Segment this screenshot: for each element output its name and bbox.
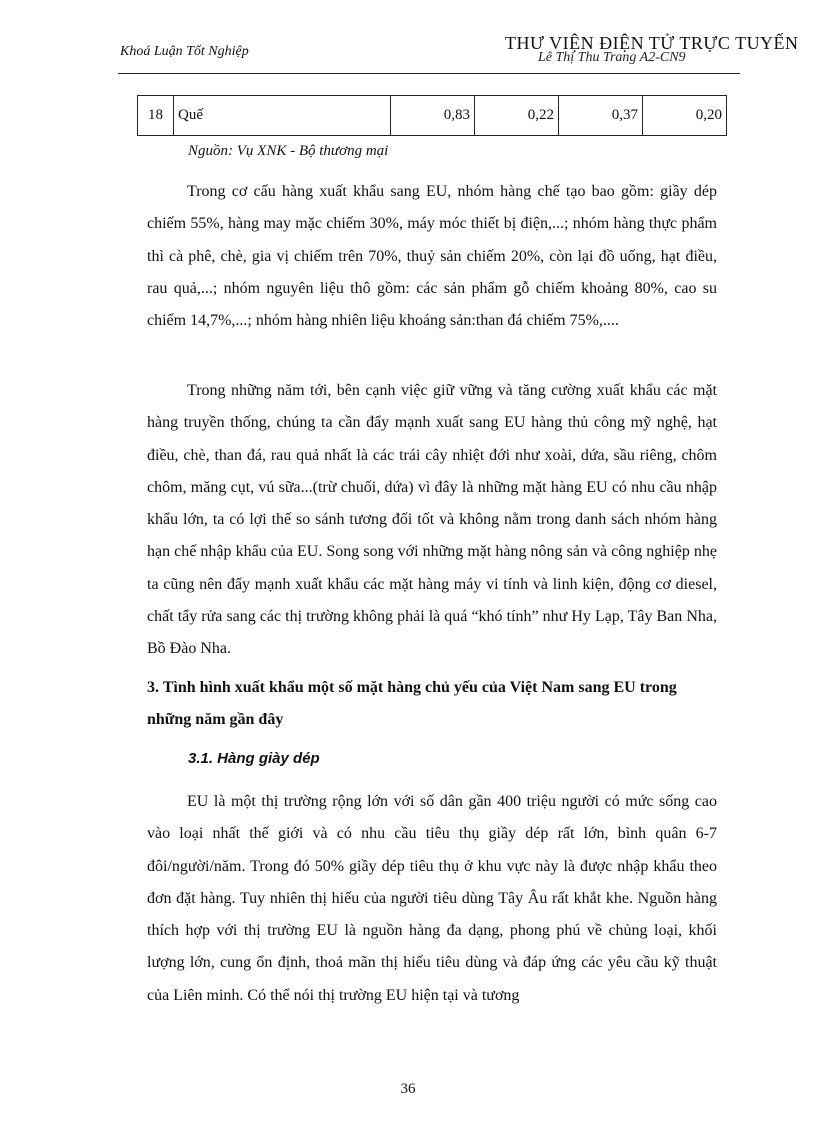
value-cell: 0,83: [391, 96, 475, 136]
export-table: [137, 95, 727, 136]
subsection-heading: 3.1. Hàng giày dép: [188, 750, 320, 767]
section-heading: 3. Tình hình xuất khẩu một số mặt hàng chủ yếu của Việt Nam sang EU trong những năm gần đây: [147, 679, 677, 728]
body-paragraph-3: EU là một thị trường rộng lớn với số dân gần 400 triệu người có mức sống cao vào loại nhất thế giới và có nhu cầu tiêu thụ giầy dép rất lớn, bình quân 6-7 đôi/người/năm. Trong đó 50% giầy dép tiêu thụ ở khu vực này là được nhập khẩu theo đơn đặt hàng. Tuy nhiên thị hiếu của người tiêu dùng Tây Âu rất khắt khe. Nguồn hàng thích hợp với thị trường EU là nguồn hàng đa dạng, phong phú về chủng loại, khối lượng lớn, cung ổn định, thoả mãn thị hiếu tiêu dùng và đáp ứng các yêu cầu kỹ thuật của Liên minh. Có thể nói thị trường EU hiện tại và tương: [147, 793, 717, 1004]
header-author-right: Lê Thị Thu Trang A2-CN9: [538, 50, 686, 65]
value-cell: 0,22: [475, 96, 559, 136]
row-number-cell: 18: [138, 96, 174, 136]
value-cell: 0,20: [643, 96, 727, 136]
table-source-note: Nguồn: Vụ XNK - Bộ thương mại: [188, 143, 389, 159]
header-title-left: Khoá Luận Tốt Nghiệp: [120, 44, 249, 59]
body-paragraph-1: Trong cơ cấu hàng xuất khẩu sang EU, nhóm hàng chế tạo bao gồm: giầy dép chiếm 55%, hàng may mặc chiếm 30%, máy móc thiết bị điện,...; nhóm hàng thực phẩm thì cà phê, chè, gia vị chiếm trên 70%, thuỷ sản chiếm 20%, còn lại đồ uống, hạt điều, rau quả,...; nhóm nguyên liệu thô gồm: các sản phẩm gỗ chiếm khoảng 80%, cao su chiếm 14,7%,...; nhóm hàng nhiên liệu khoáng sản:than đá chiếm 75%,....: [147, 183, 717, 330]
body-paragraph-2: Trong những năm tới, bên cạnh việc giữ vững và tăng cường xuất khẩu các mặt hàng truyền thống, chúng ta cần đẩy mạnh xuất sang EU hàng thủ công mỹ nghệ, hạt điều, chè, than đá, rau quả nhất là các trái cây nhiệt đới như xoài, dứa, sầu riêng, chôm chôm, măng cụt, vú sữa...(trừ chuối, dứa) vì đây là những mặt hàng EU có nhu cầu nhập khẩu lớn, ta có lợi thế so sánh tương đối tốt và không nằm trong danh sách nhóm hàng hạn chế nhập khẩu của EU. Song song với những mặt hàng nông sản và công nghiệp nhẹ ta cũng nên đẩy mạnh xuất khẩu các mặt hàng máy vi tính và linh kiện, động cơ diesel, chất tẩy rửa sang các thị trường không phải là quá “khó tính” như Hy Lạp, Tây Ban Nha, Bồ Đào Nha.: [147, 382, 717, 658]
page-number: 36: [400, 1081, 416, 1097]
value-cell: 0,37: [559, 96, 643, 136]
header-divider: [118, 73, 740, 74]
product-name-cell: Quế: [174, 96, 391, 136]
table-row: [138, 96, 727, 136]
library-watermark: THƯ VIỆN ĐIỆN TỬ TRỰC TUYẾN: [505, 33, 799, 53]
